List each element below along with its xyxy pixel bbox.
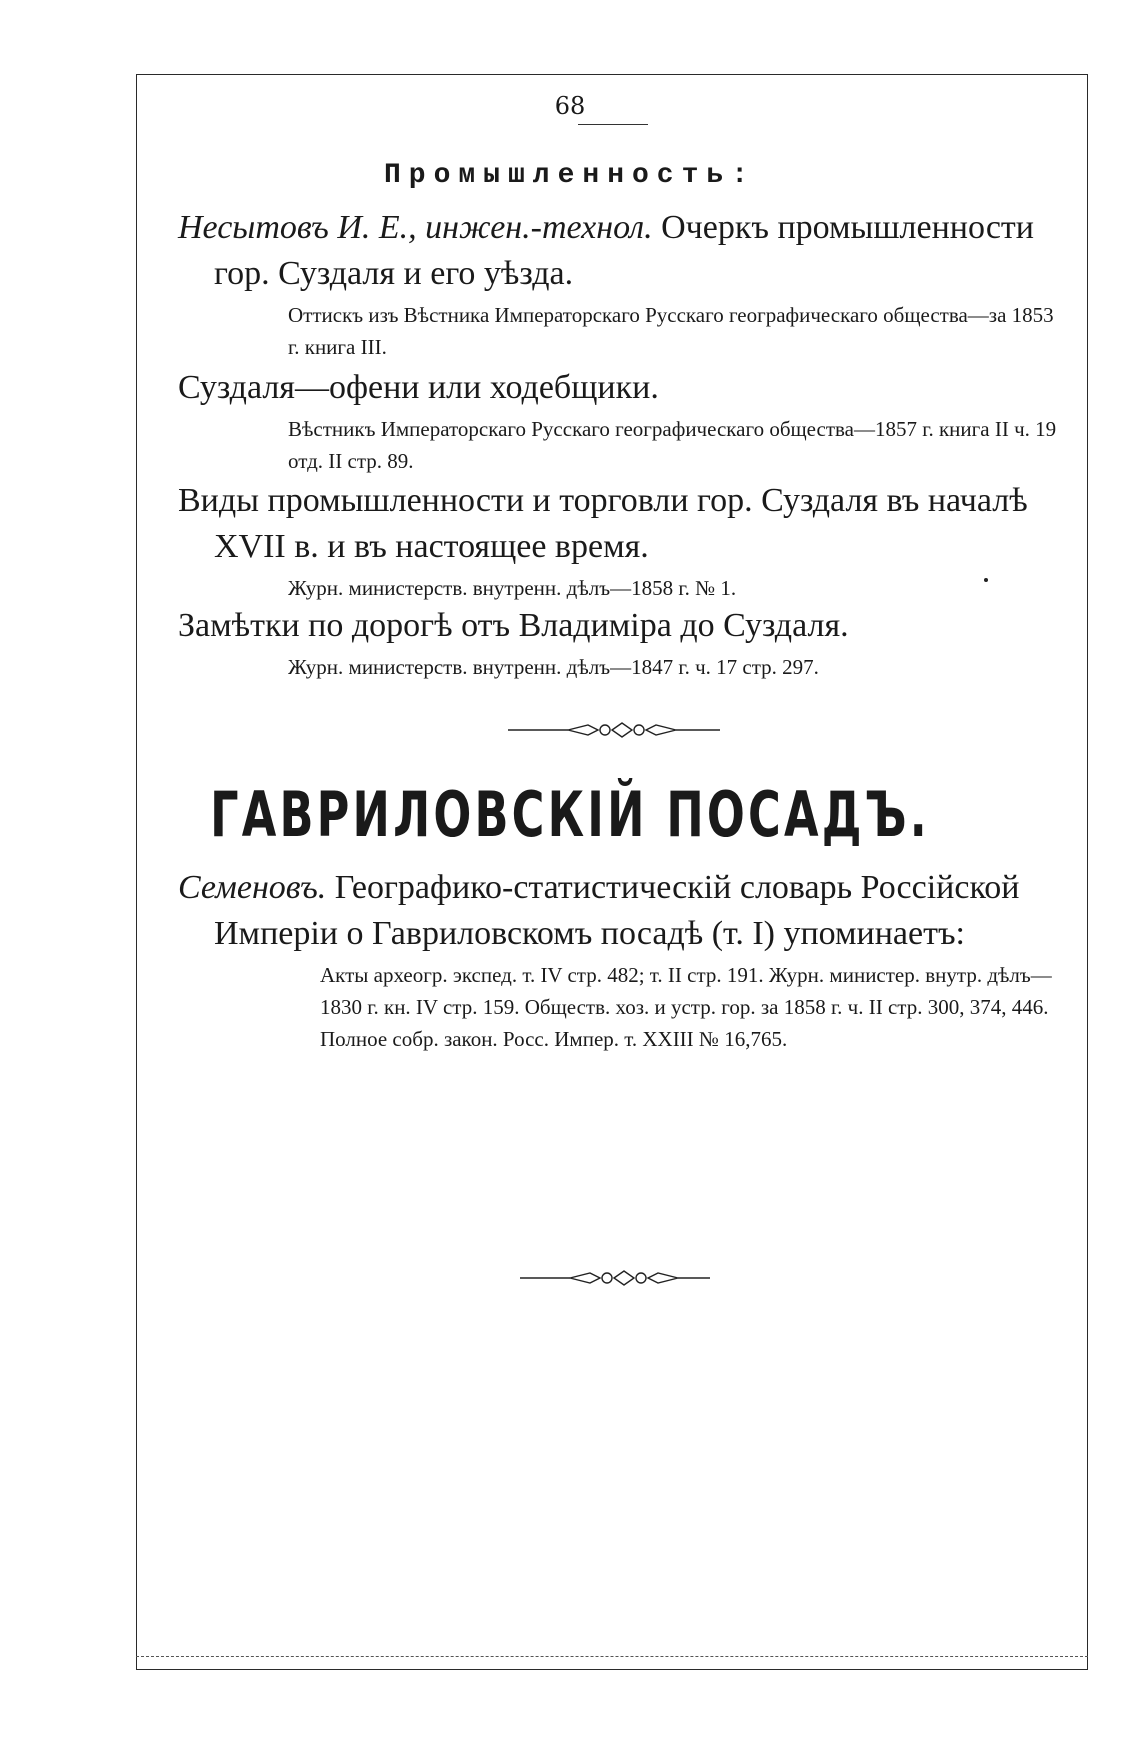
entry-source: Вѣстникъ Императорскаго Русскаго географическаго общества—1857 г. книга II ч. 19 отд. II стр. 89. <box>288 417 1057 473</box>
entry-source: Оттискъ изъ Вѣстника Императорскаго Русскаго географическаго общества—за 1853 г. книга III. <box>288 303 1054 359</box>
entry-heading <box>178 205 1060 297</box>
entry-author: Несытовъ И. Е., инжен.-технол. <box>178 209 653 246</box>
bibliography-entry <box>178 603 1060 683</box>
section-title: Промышленность: <box>383 160 757 191</box>
page-number-rule <box>578 124 648 125</box>
entry-source: Журн. министерств. внутренн. дѣлъ—1858 г. № 1. <box>288 576 737 600</box>
bibliography-entry <box>178 365 1060 477</box>
bibliography-entry <box>178 865 1060 1055</box>
bibliography-entry <box>178 205 1060 363</box>
entry-title: Виды промышленности и торговли гор. Суздаля въ началѣ XVII в. и въ настоящее время. <box>178 482 1028 565</box>
ornament-divider <box>508 720 720 740</box>
entry-title: Очеркъ промышленности гор. Суздаля и его уѣзда. <box>214 209 1034 292</box>
page-number: 68 <box>554 92 586 120</box>
entry-title: Географико-статистическій словарь Россійской Имперіи о Гавриловскомъ посадѣ (т. I) упоминаетъ: <box>214 869 1020 952</box>
place-title: ГАВРИЛОВСКІЙ ПОСАДЪ. <box>210 778 930 851</box>
bibliography-entry <box>178 478 1060 604</box>
entry-title: Замѣтки по дорогѣ отъ Владиміра до Суздаля. <box>178 607 849 644</box>
entry-author: Семеновъ. <box>178 869 327 906</box>
bottom-rule <box>136 1656 1088 1657</box>
entry-source: Журн. министерств. внутренн. дѣлъ—1847 г. ч. 17 стр. 297. <box>288 655 819 679</box>
entry-source: Акты археогр. экспед. т. IV стр. 482; т. II стр. 191. Журн. министер. внутр. дѣлъ—1830 г. кн. IV стр. 159. Обществ. хоз. и устр. гор. за 1858 г. ч. II стр. 300, 374, 446. Полное собр. закон. Росс. Импер. т. XXIII № 16,765. <box>320 963 1052 1051</box>
ornament-divider <box>520 1268 710 1288</box>
entry-heading <box>178 865 1060 957</box>
print-speck <box>984 578 988 582</box>
entry-title: Суздаля—офени или ходебщики. <box>178 369 659 406</box>
